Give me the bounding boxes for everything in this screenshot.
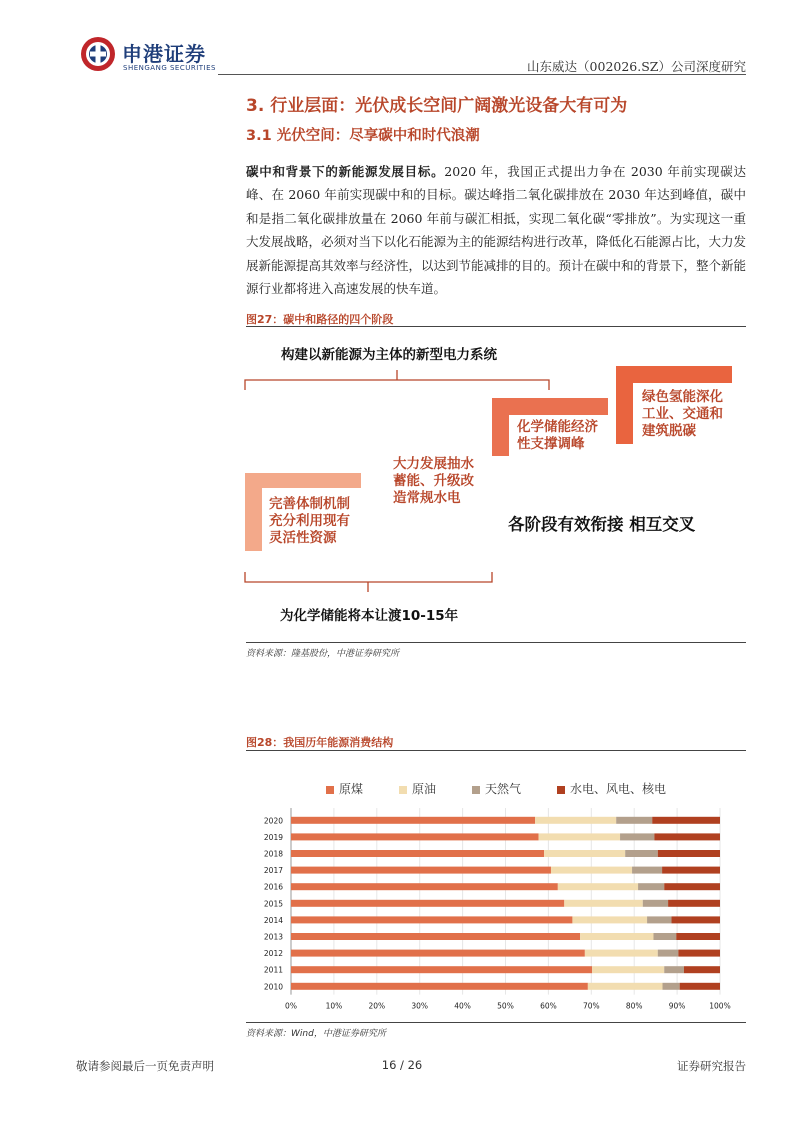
bar-segment [585,950,658,957]
bar-segment [539,833,621,840]
page-number: 16 / 26 [381,1058,423,1072]
bar-segment [664,883,720,890]
bar-segment [638,883,664,890]
bar-segment [291,883,558,890]
y-tick-label: 2020 [263,816,283,826]
bar-segment [558,883,638,890]
bar-segment [662,867,720,874]
y-tick-label: 2013 [263,932,283,942]
x-tick-label: 30% [411,1001,429,1011]
bar-segment [652,817,720,824]
x-tick-label: 0% [285,1001,297,1011]
bar-segment [654,833,720,840]
bar-segment [678,950,720,957]
diagram-step-4: 绿色氢能深化工业、交通和建筑脱碳 [642,389,723,439]
y-tick-label: 2018 [263,849,283,859]
bar-segment [291,850,544,857]
figure-27-bottom-rule [246,642,746,643]
paragraph-lead: 碳中和背景下的新能源发展目标。 [246,164,445,179]
step-4-bar [616,366,732,383]
bar-segment [544,850,625,857]
step-3-stem [492,398,509,456]
bottom-brace [245,572,492,592]
x-tick-label: 20% [368,1001,386,1011]
step-1-stem [245,473,262,551]
bar-segment [684,966,720,973]
x-tick-label: 60% [540,1001,557,1011]
paragraph-body: 2020 年，我国正式提出力争在 2030 年前实现碳达峰、在 2060 年前实现碳中和的目标。碳达峰指二氧化碳排放在 2030 年达到峰值，碳中和是指二氧化碳排放量在 2060 年前与碳汇相抵，实现二氧化碳“零排放”。为实现这一重大发展战略，必须对当下以化石能源为主的能源结构进行改革，降低化石能源占比，大力发展新能源提高其效率与经济性，以达到节能减排的目的。预计在碳中和的背景下，整个新能源行业都将进入高速发展的快车道。 [246,164,747,297]
bar-segment [291,817,535,824]
figure-28-source: 资料来源：Wind，中港证券研究所 [246,1029,386,1039]
bar-segment [592,966,664,973]
diagram-bottom-label: 为化学储能将本让渡10-15年 [280,608,459,624]
figure-28-rule [246,750,746,751]
brand-name: 申港证券 [122,42,206,66]
subsection-heading: 3.1 光伏空间：尽享碳中和时代浪潮 [246,128,480,144]
bar-segment [620,833,654,840]
bar-segment [625,850,658,857]
legend-label: 原煤 [338,782,363,796]
header-divider [218,74,746,75]
chart-plot [246,752,746,1020]
bar-segment [664,966,684,973]
y-tick-label: 2010 [263,982,283,992]
bar-segment [291,833,539,840]
brand-name-en: SHENGANG SECURITIES [123,64,216,72]
x-tick-label: 100% [709,1001,731,1011]
bar-segment [551,867,632,874]
carbon-path-diagram [240,340,746,630]
footer-disclaimer: 敬请参阅最后一页免责声明 [76,1059,214,1073]
y-tick-label: 2017 [263,866,283,876]
bar-segment [291,983,588,990]
bar-segment [663,983,680,990]
bar-segment [658,950,679,957]
step-3-bar [492,398,608,415]
figure-28-caption: 图28：我国历年能源消费结构 [246,736,394,749]
report-title: 山东威达（002026.SZ）公司深度研究 [527,59,746,74]
diagram-top-label: 构建以新能源为主体的新型电力系统 [281,347,497,363]
step-1-bar [245,473,361,488]
bar-segment [658,850,720,857]
diagram-center-label: 各阶段有效衔接 相互交叉 [508,515,696,534]
energy-structure-chart [246,752,746,1020]
y-tick-label: 2014 [263,915,283,925]
bar-segment [668,900,720,907]
x-tick-label: 80% [625,1001,643,1011]
bar-segment [580,933,653,940]
bar-segment [291,900,564,907]
y-tick-label: 2019 [263,832,283,842]
body-paragraph [246,160,746,300]
diagram-step-2: 大力发展抽水蓄能、升级改造常规水电 [393,456,474,506]
y-tick-label: 2012 [263,949,283,959]
bar-segment [291,966,592,973]
bar-segment [680,983,720,990]
bar-segment [291,933,580,940]
bar-segment [291,916,572,923]
bar-segment [564,900,643,907]
bar-segment [588,983,663,990]
x-tick-label: 50% [497,1001,514,1011]
x-tick-label: 70% [582,1001,600,1011]
x-tick-label: 40% [454,1001,471,1011]
bar-segment [291,950,585,957]
figure-27-source: 资料来源：隆基股份，中港证券研究所 [246,649,400,659]
legend-label: 原油 [411,782,436,796]
figure-28-bottom-rule [246,1022,746,1023]
legend-label: 天然气 [485,782,522,796]
bar-segment [291,867,551,874]
bar-segment [643,900,668,907]
bar-segment [616,817,652,824]
diagram-step-3: 化学储能经济性支撑调峰 [517,419,598,452]
top-brace [245,370,549,390]
bar-segment [647,916,671,923]
footer-report-type: 证券研究报告 [677,1059,746,1073]
x-tick-label: 90% [668,1001,686,1011]
step-4-stem [616,366,633,444]
bar-segment [535,817,616,824]
figure-27-rule [246,326,746,327]
section-heading: 3. 行业层面：光伏成长空间广阔激光设备大有可为 [246,96,628,116]
x-tick-label: 10% [325,1001,343,1011]
bar-segment [572,916,647,923]
legend-label: 水电、风电、核电 [570,782,667,796]
figure-27-caption: 图27：碳中和路径的四个阶段 [246,313,394,326]
bar-segment [672,916,720,923]
y-tick-label: 2011 [263,965,283,975]
y-tick-label: 2016 [263,882,283,892]
y-tick-label: 2015 [263,899,283,909]
diagram-step-1: 完善体制机制充分利用现有灵活性资源 [269,496,350,546]
bar-segment [654,933,677,940]
bar-segment [632,867,662,874]
brand-logo-icon [80,36,116,72]
bar-segment [676,933,720,940]
